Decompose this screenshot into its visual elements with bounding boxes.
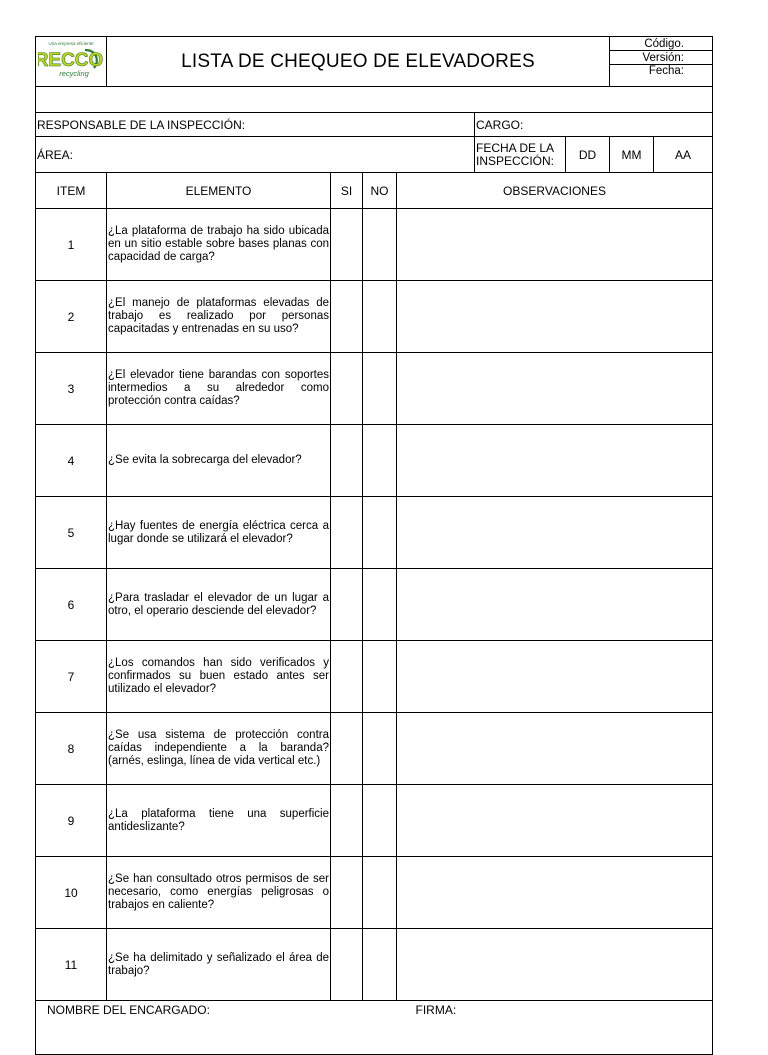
observaciones-cell[interactable]: [397, 209, 713, 281]
checklist-sheet: [35, 36, 712, 1055]
item-number: 11: [36, 929, 107, 1001]
elemento-question: ¿El manejo de plataformas elevadas de trabajo es realizado por personas capacitadas y entrenadas en su uso?: [107, 281, 331, 353]
observaciones-header: OBSERVACIONES: [397, 173, 713, 209]
no-checkbox-cell[interactable]: [363, 425, 397, 497]
fecha-inspeccion-label: FECHA DE LA INSPECCIÓN:: [475, 137, 566, 173]
elemento-question: ¿Los comandos han sido verificados y confirmados su buen estado antes ser utilizado el elevador?: [107, 641, 331, 713]
item-number: 1: [36, 209, 107, 281]
svg-text:Una empresa eficiente: Una empresa eficiente: [48, 41, 94, 46]
observaciones-cell[interactable]: [397, 641, 713, 713]
footer-table: [35, 1000, 713, 1055]
fecha-label: Fecha:: [610, 65, 713, 87]
svg-text:recycling: recycling: [59, 69, 89, 78]
observaciones-cell[interactable]: [397, 857, 713, 929]
table-row: [36, 497, 713, 569]
no-checkbox-cell[interactable]: [363, 497, 397, 569]
item-number: 2: [36, 281, 107, 353]
table-row: [36, 857, 713, 929]
no-checkbox-cell[interactable]: [363, 641, 397, 713]
elemento-question: ¿Se ha delimitado y señalizado el área de trabajo?: [107, 929, 331, 1001]
si-checkbox-cell[interactable]: [331, 497, 363, 569]
si-checkbox-cell[interactable]: [331, 353, 363, 425]
observaciones-cell[interactable]: [397, 569, 713, 641]
si-checkbox-cell[interactable]: [331, 929, 363, 1001]
responsable-field[interactable]: RESPONSABLE DE LA INSPECCIÓN:: [36, 113, 475, 137]
observaciones-cell[interactable]: [397, 353, 713, 425]
observaciones-cell[interactable]: [397, 785, 713, 857]
area-field[interactable]: ÁREA:: [36, 137, 475, 173]
si-checkbox-cell[interactable]: [331, 281, 363, 353]
no-checkbox-cell[interactable]: [363, 929, 397, 1001]
observaciones-cell[interactable]: [397, 425, 713, 497]
table-row: [36, 785, 713, 857]
table-row: [36, 569, 713, 641]
si-header: SI: [331, 173, 363, 209]
svg-text:RECCO: RECCO: [38, 50, 104, 71]
elemento-question: ¿El elevador tiene barandas con soportes intermedios a su alrededor como protección contra caídas?: [107, 353, 331, 425]
si-checkbox-cell[interactable]: [331, 713, 363, 785]
no-header: NO: [363, 173, 397, 209]
page-title: LISTA DE CHEQUEO DE ELEVADORES: [107, 37, 610, 87]
blank-row: [36, 87, 713, 113]
no-checkbox-cell[interactable]: [363, 281, 397, 353]
si-checkbox-cell[interactable]: [331, 209, 363, 281]
item-number: 7: [36, 641, 107, 713]
table-row: [36, 209, 713, 281]
observaciones-cell[interactable]: [397, 497, 713, 569]
header-table: [35, 36, 713, 113]
codigo-label: Código.: [610, 37, 713, 51]
item-number: 6: [36, 569, 107, 641]
item-header: ITEM: [36, 173, 107, 209]
checklist-table: [35, 172, 713, 1001]
table-row: [36, 353, 713, 425]
table-row: [36, 929, 713, 1001]
recco-logo-icon: [38, 38, 104, 82]
elemento-question: ¿Se usa sistema de protección contra caídas independiente a la baranda? (arnés, eslinga, línea de vida vertical etc.): [107, 713, 331, 785]
info-table: [35, 112, 713, 173]
observaciones-cell[interactable]: [397, 713, 713, 785]
year-field[interactable]: AA: [654, 137, 713, 173]
item-number: 4: [36, 425, 107, 497]
table-row: [36, 281, 713, 353]
firma-field[interactable]: FIRMA:: [416, 1001, 713, 1055]
no-checkbox-cell[interactable]: [363, 569, 397, 641]
no-checkbox-cell[interactable]: [363, 353, 397, 425]
elemento-header: ELEMENTO: [107, 173, 331, 209]
no-checkbox-cell[interactable]: [363, 209, 397, 281]
observaciones-cell[interactable]: [397, 929, 713, 1001]
elemento-question: ¿Para trasladar el elevador de un lugar a otro, el operario desciende del elevador?: [107, 569, 331, 641]
elemento-question: ¿Se evita la sobrecarga del elevador?: [107, 425, 331, 497]
elemento-question: ¿Se han consultado otros permisos de ser necesario, como energías peligrosas o trabajos en caliente?: [107, 857, 331, 929]
table-row: [36, 425, 713, 497]
no-checkbox-cell[interactable]: [363, 857, 397, 929]
day-field[interactable]: DD: [566, 137, 610, 173]
table-row: [36, 713, 713, 785]
elemento-question: ¿La plataforma tiene una superficie antideslizante?: [107, 785, 331, 857]
company-logo: [36, 37, 107, 87]
elemento-question: ¿Hay fuentes de energía eléctrica cerca a lugar donde se utilizará el elevador?: [107, 497, 331, 569]
no-checkbox-cell[interactable]: [363, 785, 397, 857]
item-number: 9: [36, 785, 107, 857]
observaciones-cell[interactable]: [397, 281, 713, 353]
item-number: 10: [36, 857, 107, 929]
si-checkbox-cell[interactable]: [331, 425, 363, 497]
month-field[interactable]: MM: [610, 137, 654, 173]
si-checkbox-cell[interactable]: [331, 785, 363, 857]
version-label: Versión:: [610, 51, 713, 65]
item-number: 8: [36, 713, 107, 785]
si-checkbox-cell[interactable]: [331, 857, 363, 929]
elemento-question: ¿La plataforma de trabajo ha sido ubicada en un sitio estable sobre bases planas con capacidad de carga?: [107, 209, 331, 281]
si-checkbox-cell[interactable]: [331, 569, 363, 641]
table-row: [36, 641, 713, 713]
nombre-encargado-field[interactable]: NOMBRE DEL ENCARGADO:: [36, 1001, 416, 1055]
si-checkbox-cell[interactable]: [331, 641, 363, 713]
item-number: 3: [36, 353, 107, 425]
table-header-row: [36, 173, 713, 209]
item-number: 5: [36, 497, 107, 569]
cargo-field[interactable]: CARGO:: [475, 113, 713, 137]
no-checkbox-cell[interactable]: [363, 713, 397, 785]
